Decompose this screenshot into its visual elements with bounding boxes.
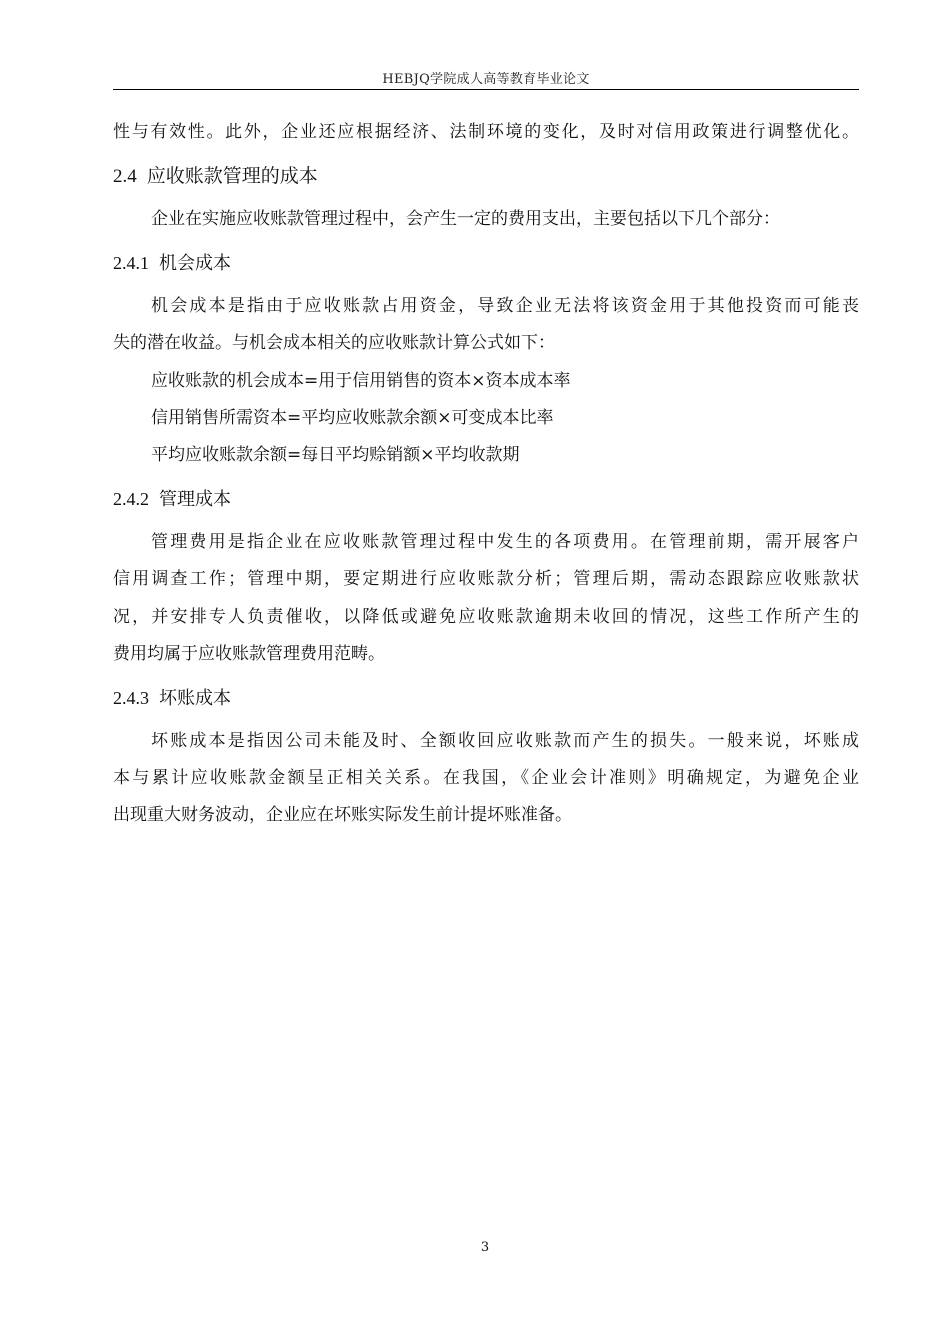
section-number: 2.4.1 — [113, 253, 149, 273]
formula-line: 应收账款的机会成本=用于信用销售的资本×资本成本率 — [151, 371, 571, 391]
continued-paragraph-line: 性与有效性。此外，企业还应根据经济、法制环境的变化，及时对信用政策进行调整优化。 — [113, 122, 859, 142]
section-title: 应收账款管理的成本 — [146, 165, 318, 187]
paragraph-line: 费用均属于应收账款管理费用范畴。 — [113, 644, 385, 664]
section-number: 2.4 — [113, 166, 137, 187]
paragraph-line: 况，并安排专人负责催收，以降低或避免应收账款逾期未收回的情况，这些工作所产生的 — [113, 607, 859, 627]
paragraph-line: 管理费用是指企业在应收账款管理过程中发生的各项费用。在管理前期，需开展客户 — [151, 532, 859, 552]
page-number: 3 — [480, 1240, 490, 1255]
paragraph-line: 本与累计应收账款金额呈正相关关系。在我国，《企业会计准则》明确规定，为避免企业 — [113, 768, 859, 788]
formula-line: 信用销售所需资本=平均应收账款余额×可变成本比率 — [151, 408, 554, 428]
section-title: 坏账成本 — [159, 688, 231, 709]
section-heading-2-4 — [113, 163, 318, 190]
paragraph-line: 出现重大财务波动，企业应在坏账实际发生前计提坏账准备。 — [113, 805, 572, 825]
paragraph-line: 信用调查工作；管理中期，要定期进行应收账款分析；管理后期，需动态跟踪应收账款状 — [113, 569, 859, 589]
paragraph-line: 企业在实施应收账款管理过程中，会产生一定的费用支出，主要包括以下几个部分： — [151, 209, 780, 229]
paragraph-line: 失的潜在收益。与机会成本相关的应收账款计算公式如下： — [113, 333, 555, 353]
section-heading-2-4-1 — [113, 250, 231, 277]
section-number: 2.4.2 — [113, 489, 149, 509]
section-number: 2.4.3 — [113, 688, 149, 708]
page-header: HEBJQ学院成人高等教育毕业论文 — [382, 72, 590, 87]
section-heading-2-4-3 — [113, 685, 231, 712]
section-title: 机会成本 — [159, 253, 231, 274]
formula-line: 平均应收账款余额=每日平均赊销额×平均收款期 — [151, 445, 520, 465]
paragraph-line: 机会成本是指由于应收账款占用资金，导致企业无法将该资金用于其他投资而可能丧 — [151, 296, 859, 316]
paragraph-line: 坏账成本是指因公司未能及时、全额收回应收账款而产生的损失。一般来说，坏账成 — [151, 731, 859, 751]
header-rule — [113, 89, 859, 90]
section-heading-2-4-2 — [113, 486, 231, 513]
section-title: 管理成本 — [159, 489, 231, 510]
